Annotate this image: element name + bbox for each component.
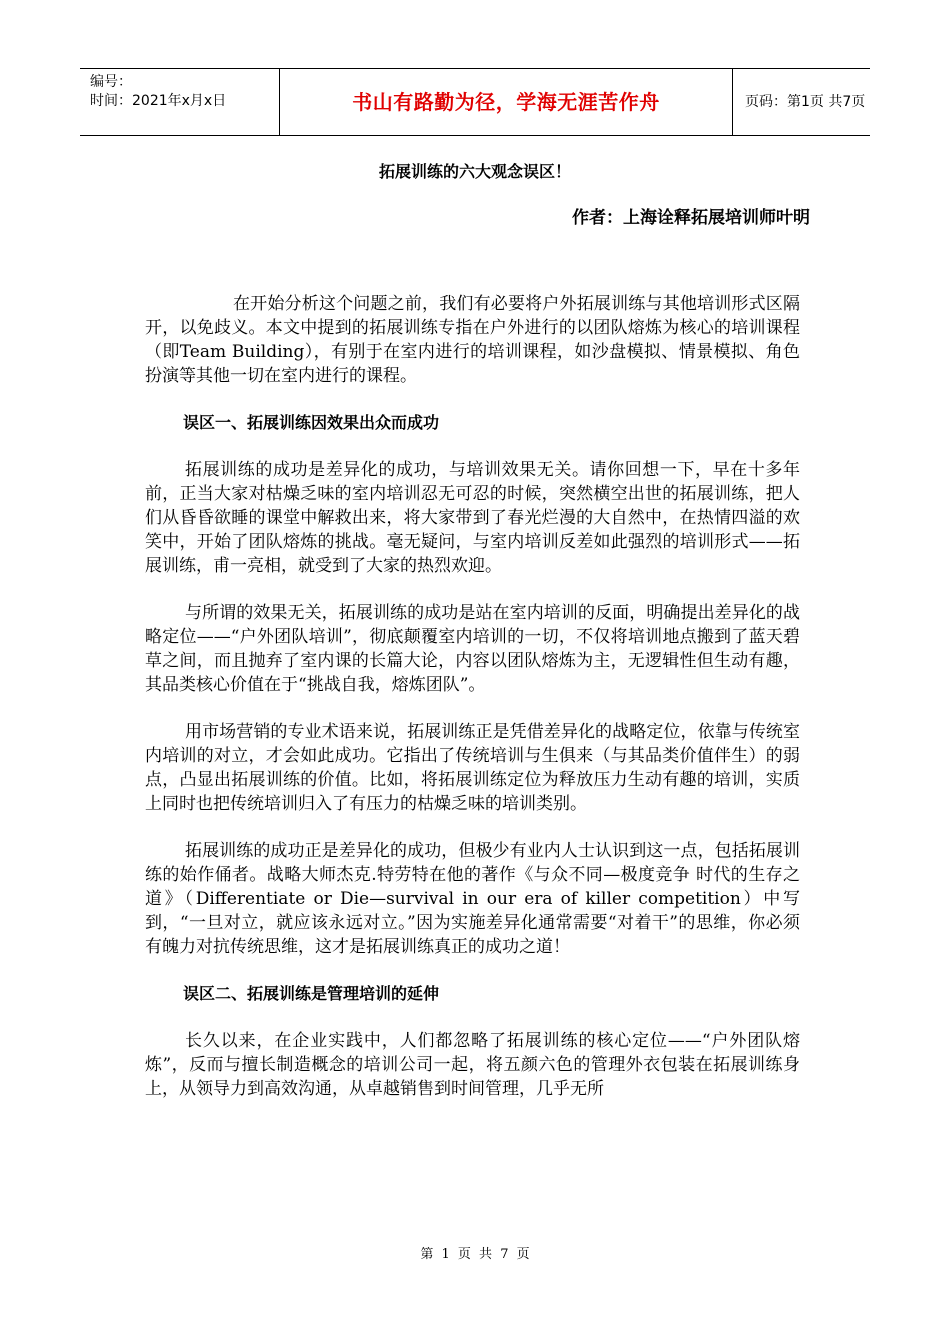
intro-paragraph: 在开始分析这个问题之前，我们有必要将户外拓展训练与其他培训形式区隔开，以免歧义。本文中提到的拓展训练专指在户外进行的以团队熔炼为核心的培训课程（即Team Building），有别于在室内进行的培训课程，如沙盘模拟、情景模拟、角色扮演等其他一切在室内进行的课程。	[145, 294, 800, 386]
body-paragraph: 长久以来，在企业实践中，人们都忽略了拓展训练的核心定位——“户外团队熔炼”，反而与擅长制造概念的培训公司一起，将五颜六色的管理外衣包装在拓展训练身上，从领导力到高效沟通，从卓越销售到时间管理，几乎无所	[145, 1031, 800, 1099]
body-paragraph: 用市场营销的专业术语来说，拓展训练正是凭借差异化的战略定位，依靠与传统室内培训的对立，才会如此成功。它指出了传统培训与生俱来（与其品类价值伴生）的弱点，凸显出拓展训练的价值。比如，将拓展训练定位为释放压力生动有趣的培训，实质上同时也把传统培训归入了有压力的枯燥乏味的培训类别。	[145, 722, 800, 814]
article-title: 拓展训练的六大观念误区！	[378, 162, 571, 181]
header-page-label: 页码：第1页 共7页	[745, 94, 866, 110]
header-meta	[80, 69, 280, 135]
document-date-label: 时间：2021年x月x日	[90, 93, 227, 109]
body-paragraph: 拓展训练的成功正是差异化的成功，但极少有业内人士认识到这一点，包括拓展训练的始作俑者。战略大师杰克.特劳特在他的著作《与众不同—极度竞争 时代的生存之道》（Differentiate or Die—survival in our era of killer competition）中写到，“一旦对立，就应该永远对立。”因为实施差异化通常需要“对着干”的思维，你必须有魄力对抗传统思维，这才是拓展训练真正的成功之道！	[145, 841, 800, 957]
body-paragraph: 拓展训练的成功是差异化的成功，与培训效果无关。请你回想一下，早在十多年前，正当大家对枯燥乏味的室内培训忍无可忍的时候，突然横空出世的拓展训练，把人们从昏昏欲睡的课堂中解救出来，将大家带到了春光烂漫的大自然中，在热情四溢的欢笑中，开始了团队熔炼的挑战。毫无疑问，与室内培训反差如此强烈的培训形式——拓展训练，甫一亮相，就受到了大家的热烈欢迎。	[145, 460, 800, 576]
section-heading-1: 误区一、拓展训练因效果出众而成功	[183, 413, 440, 432]
page-footer: 第 1 页 共 7 页	[420, 1247, 530, 1262]
section-heading-2: 误区二、拓展训练是管理培训的延伸	[183, 984, 440, 1003]
body-paragraph: 与所谓的效果无关，拓展训练的成功是站在室内培训的反面，明确提出差异化的战略定位——“户外团队培训”，彻底颠覆室内培训的一切，不仅将培训地点搬到了蓝天碧草之间，而且抛弃了室内课的长篇大论，内容以团队熔炼为主，无逻辑性但生动有趣，其品类核心价值在于“挑战自我，熔炼团队”。	[145, 603, 800, 695]
article-author: 作者：上海诠释拓展培训师叶明	[572, 208, 810, 228]
document-number-label: 编号：	[90, 74, 132, 90]
article-body	[145, 292, 800, 1124]
page-header	[80, 68, 870, 136]
header-motto: 书山有路勤为径，学海无涯苦作舟	[280, 69, 733, 135]
